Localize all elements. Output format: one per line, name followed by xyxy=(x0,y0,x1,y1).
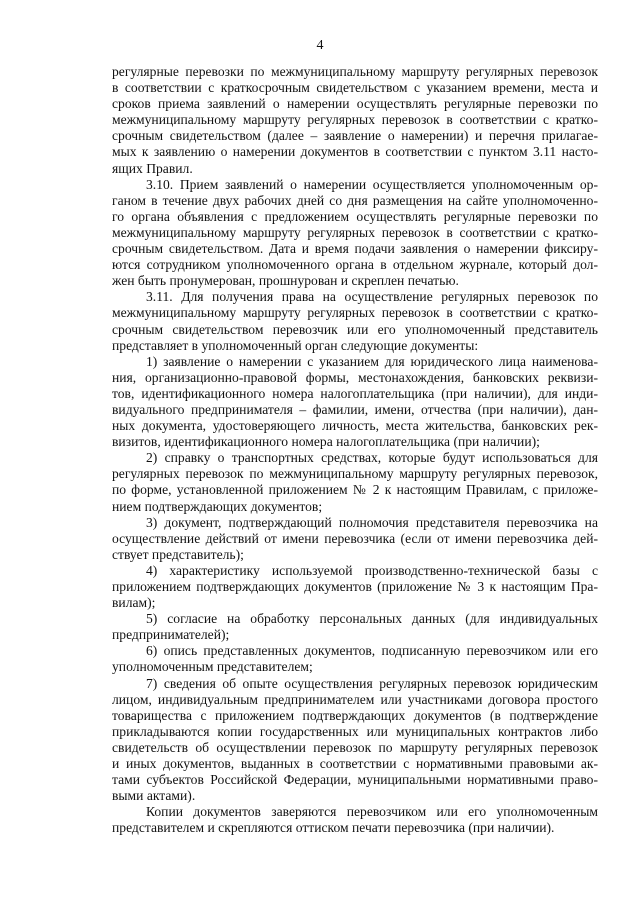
text-line: срочным свидетельством перевозчик или его уполномоченный представитель xyxy=(112,321,598,337)
text-line: видуального предпринимателя – фамилии, имени, отчества (при наличии), дан- xyxy=(112,401,598,417)
text-line: сроков приема заявлений о намерении осуществлять регулярные перевозки по xyxy=(112,96,598,112)
text-line: вилам); xyxy=(112,595,156,611)
text-line: срочным свидетельством (далее – заявление о намерении) и перечня прилагае- xyxy=(112,128,598,144)
text-line: ганом в течение двух рабочих дней со дня размещения на сайте уполномоченно- xyxy=(112,192,598,208)
text-line: и иных документов, выданных в соответствии с нормативными правовыми ак- xyxy=(112,756,598,772)
paragraph-item-7 xyxy=(112,676,598,805)
text-line: 3.11. Для получения права на осуществление регулярных перевозок по xyxy=(146,289,598,305)
text-line: товарищества с приложением подтверждающих документов (в подтверждение xyxy=(112,707,598,723)
paragraph-item-5 xyxy=(112,611,598,643)
text-line: 2) справку о транспортных средствах, которые будут использоваться для xyxy=(146,450,598,466)
text-line: свидетельств об осуществлении перевозок по маршруту регулярных перевозок xyxy=(112,739,598,755)
text-line: предпринимателей); xyxy=(112,627,230,643)
paragraph-item-4 xyxy=(112,563,598,611)
text-line: 4) характеристику используемой производственно-технической базы с xyxy=(146,562,598,578)
paragraph-item-2 xyxy=(112,450,598,514)
text-line: ящих Правил. xyxy=(112,160,193,176)
paragraph-item-6 xyxy=(112,643,598,675)
text-line: приложением подтверждающих документов (приложение № 3 к настоящим Пра- xyxy=(112,579,598,594)
text-line: выми актами). xyxy=(112,788,196,804)
text-line: в соответствии с краткосрочным свидетельством с указанием времени, места и xyxy=(112,80,598,96)
text-line: 5) согласие на обработку персональных данных (для индивидуальных xyxy=(146,611,598,627)
paragraph-copies-note xyxy=(112,804,598,836)
text-line: жен быть пронумерован, прошнурован и скреплен печатью. xyxy=(112,273,459,289)
paragraph-item-1 xyxy=(112,354,598,451)
paragraph-section-3-10 xyxy=(112,177,598,290)
paragraph-item-3 xyxy=(112,515,598,563)
text-line: осуществление действий от имени перевозчика (если от имени перевозчика дей- xyxy=(112,530,598,546)
text-line: 7) сведения об опыте осуществления регулярных перевозок юридическим xyxy=(146,675,598,691)
text-line: регулярные перевозки по межмуниципальному маршруту регулярных перевозок xyxy=(112,64,598,79)
text-line: срочным свидетельством. Дата и время подачи заявления о намерении фиксиру- xyxy=(112,241,598,257)
text-line: лицом, индивидуальным предпринимателем или участниками договора простого xyxy=(112,691,598,707)
document-body xyxy=(112,64,598,837)
text-line: Копии документов заверяются перевозчиком или его уполномоченным xyxy=(146,804,598,820)
text-line: регулярных перевозок по межмуниципальному маршруту регулярных перевозок, xyxy=(112,466,598,482)
text-line: 1) заявление о намерении с указанием для юридического лица наименова- xyxy=(146,353,598,369)
text-line: тов, идентификационного номера налогоплательщика (при наличии), для инди- xyxy=(112,385,598,401)
text-line: представляет в уполномоченный орган следующие документы: xyxy=(112,337,479,353)
page-number: 4 xyxy=(316,38,324,53)
text-line: визитов, идентификационного номера налогоплательщика (при наличии); xyxy=(112,434,540,450)
paragraph-continuation xyxy=(112,64,598,177)
text-line: межмуниципальному маршруту регулярных перевозок в соответствии с кратко- xyxy=(112,112,598,128)
text-line: тами субъектов Российской Федерации, муниципальными нормативными право- xyxy=(112,772,598,788)
text-line: прикладываются копии государственных или муниципальных контрактов либо xyxy=(112,723,598,739)
text-line: по форме, установленной приложением № 2 к настоящим Правилам, с приложе- xyxy=(112,482,598,498)
text-line: ются сотрудником уполномоченного органа в отдельном журнале, который дол- xyxy=(112,257,598,273)
text-line: го органа объявления с предложением осуществлять регулярные перевозки по xyxy=(112,208,598,224)
text-line: межмуниципальному маршруту регулярных перевозок в соответствии с кратко- xyxy=(112,224,598,240)
text-line: 6) опись представленных документов, подписанную перевозчиком или его xyxy=(146,643,598,659)
text-line: межмуниципальному маршруту регулярных перевозок в соответствии с кратко- xyxy=(112,305,598,321)
text-line: представителем и скрепляются оттиском печати перевозчика (при наличии). xyxy=(112,820,555,836)
text-line: ствует представитель); xyxy=(112,546,244,562)
text-line: уполномоченным представителем; xyxy=(112,659,313,675)
text-line: 3.10. Прием заявлений о намерении осуществляется уполномоченным ор- xyxy=(146,176,598,192)
text-line: ния, организационно-правовой формы, местонахождения, банковских реквизи- xyxy=(112,369,598,385)
text-line: 3) документ, подтверждающий полномочия представителя перевозчика на xyxy=(146,514,598,530)
text-line: ных документа, удостоверяющего личность, места жительства, банковских рек- xyxy=(112,418,598,434)
paragraph-section-3-11 xyxy=(112,289,598,353)
text-line: мых к заявлению о намерении документов в соответствии с пунктом 3.11 насто- xyxy=(112,144,598,160)
text-line: нием подтверждающих документов; xyxy=(112,498,323,514)
